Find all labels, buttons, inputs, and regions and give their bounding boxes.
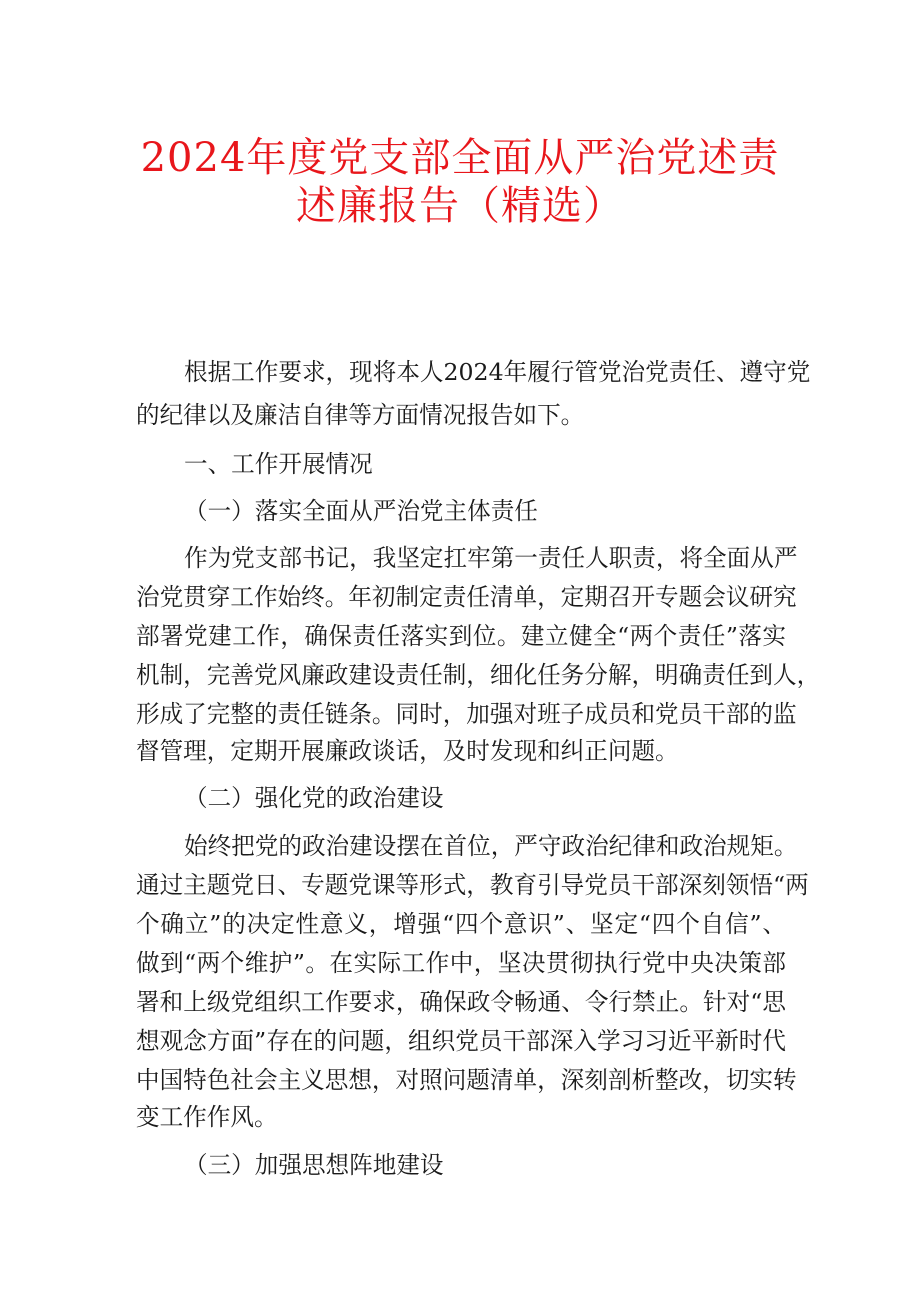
section-heading: 一、工作开展情况 [184, 450, 373, 478]
paragraph-line: 个确立”的决定性意义，增强“四个意识”、坚定“四个自信”、 [136, 910, 786, 938]
paragraph-line: 机制，完善党风廉政建设责任制，细化任务分解，明确责任到人， [136, 661, 821, 689]
intro-line: 的纪律以及廉洁自律等方面情况报告如下。 [136, 401, 585, 429]
paragraph-line: 形成了完整的责任链条。同时，加强对班子成员和党员干部的监 [136, 700, 797, 728]
paragraph-line: 作为党支部书记，我坚定扛牢第一责任人职责，将全面从严 [184, 544, 798, 572]
paragraph-line: 署和上级党组织工作要求，确保政令畅通、令行禁止。针对“思 [136, 988, 786, 1016]
paragraph-line: 治党贯穿工作始终。年初制定责任清单，定期召开专题会议研究 [136, 583, 797, 611]
subsection-heading: （二）强化党的政治建设 [184, 784, 444, 812]
subsection-heading: （一）落实全面从严治党主体责任 [184, 497, 538, 525]
paragraph-line: 中国特色社会主义思想，对照问题清单，深刻剖析整改，切实转 [136, 1066, 797, 1094]
document-title-line-2: 述廉报告（精选） [296, 183, 624, 229]
paragraph-line: 变工作作风。 [136, 1103, 278, 1131]
paragraph-line: 通过主题党日、专题党课等形式，教育引导党员干部深刻领悟“两 [136, 871, 809, 899]
subsection-heading: （三）加强思想阵地建设 [184, 1151, 444, 1179]
paragraph-line: 想观念方面”存在的问题，组织党员干部深入学习习近平新时代 [136, 1027, 786, 1055]
document-title-line-1: 2024年度党支部全面从严治党述责 [140, 135, 780, 181]
paragraph-line: 做到“两个维护”。在实际工作中，坚决贯彻执行党中央决策部 [136, 949, 786, 977]
paragraph-line: 部署党建工作，确保责任落实到位。建立健全“两个责任”落实 [136, 622, 786, 650]
paragraph-line: 始终把党的政治建设摆在首位，严守政治纪律和政治规矩。 [184, 832, 798, 860]
intro-line: 根据工作要求，现将本人2024年履行管党治党责任、遵守党 [184, 358, 811, 386]
paragraph-line: 督管理，定期开展廉政谈话，及时发现和纠正问题。 [136, 737, 679, 765]
